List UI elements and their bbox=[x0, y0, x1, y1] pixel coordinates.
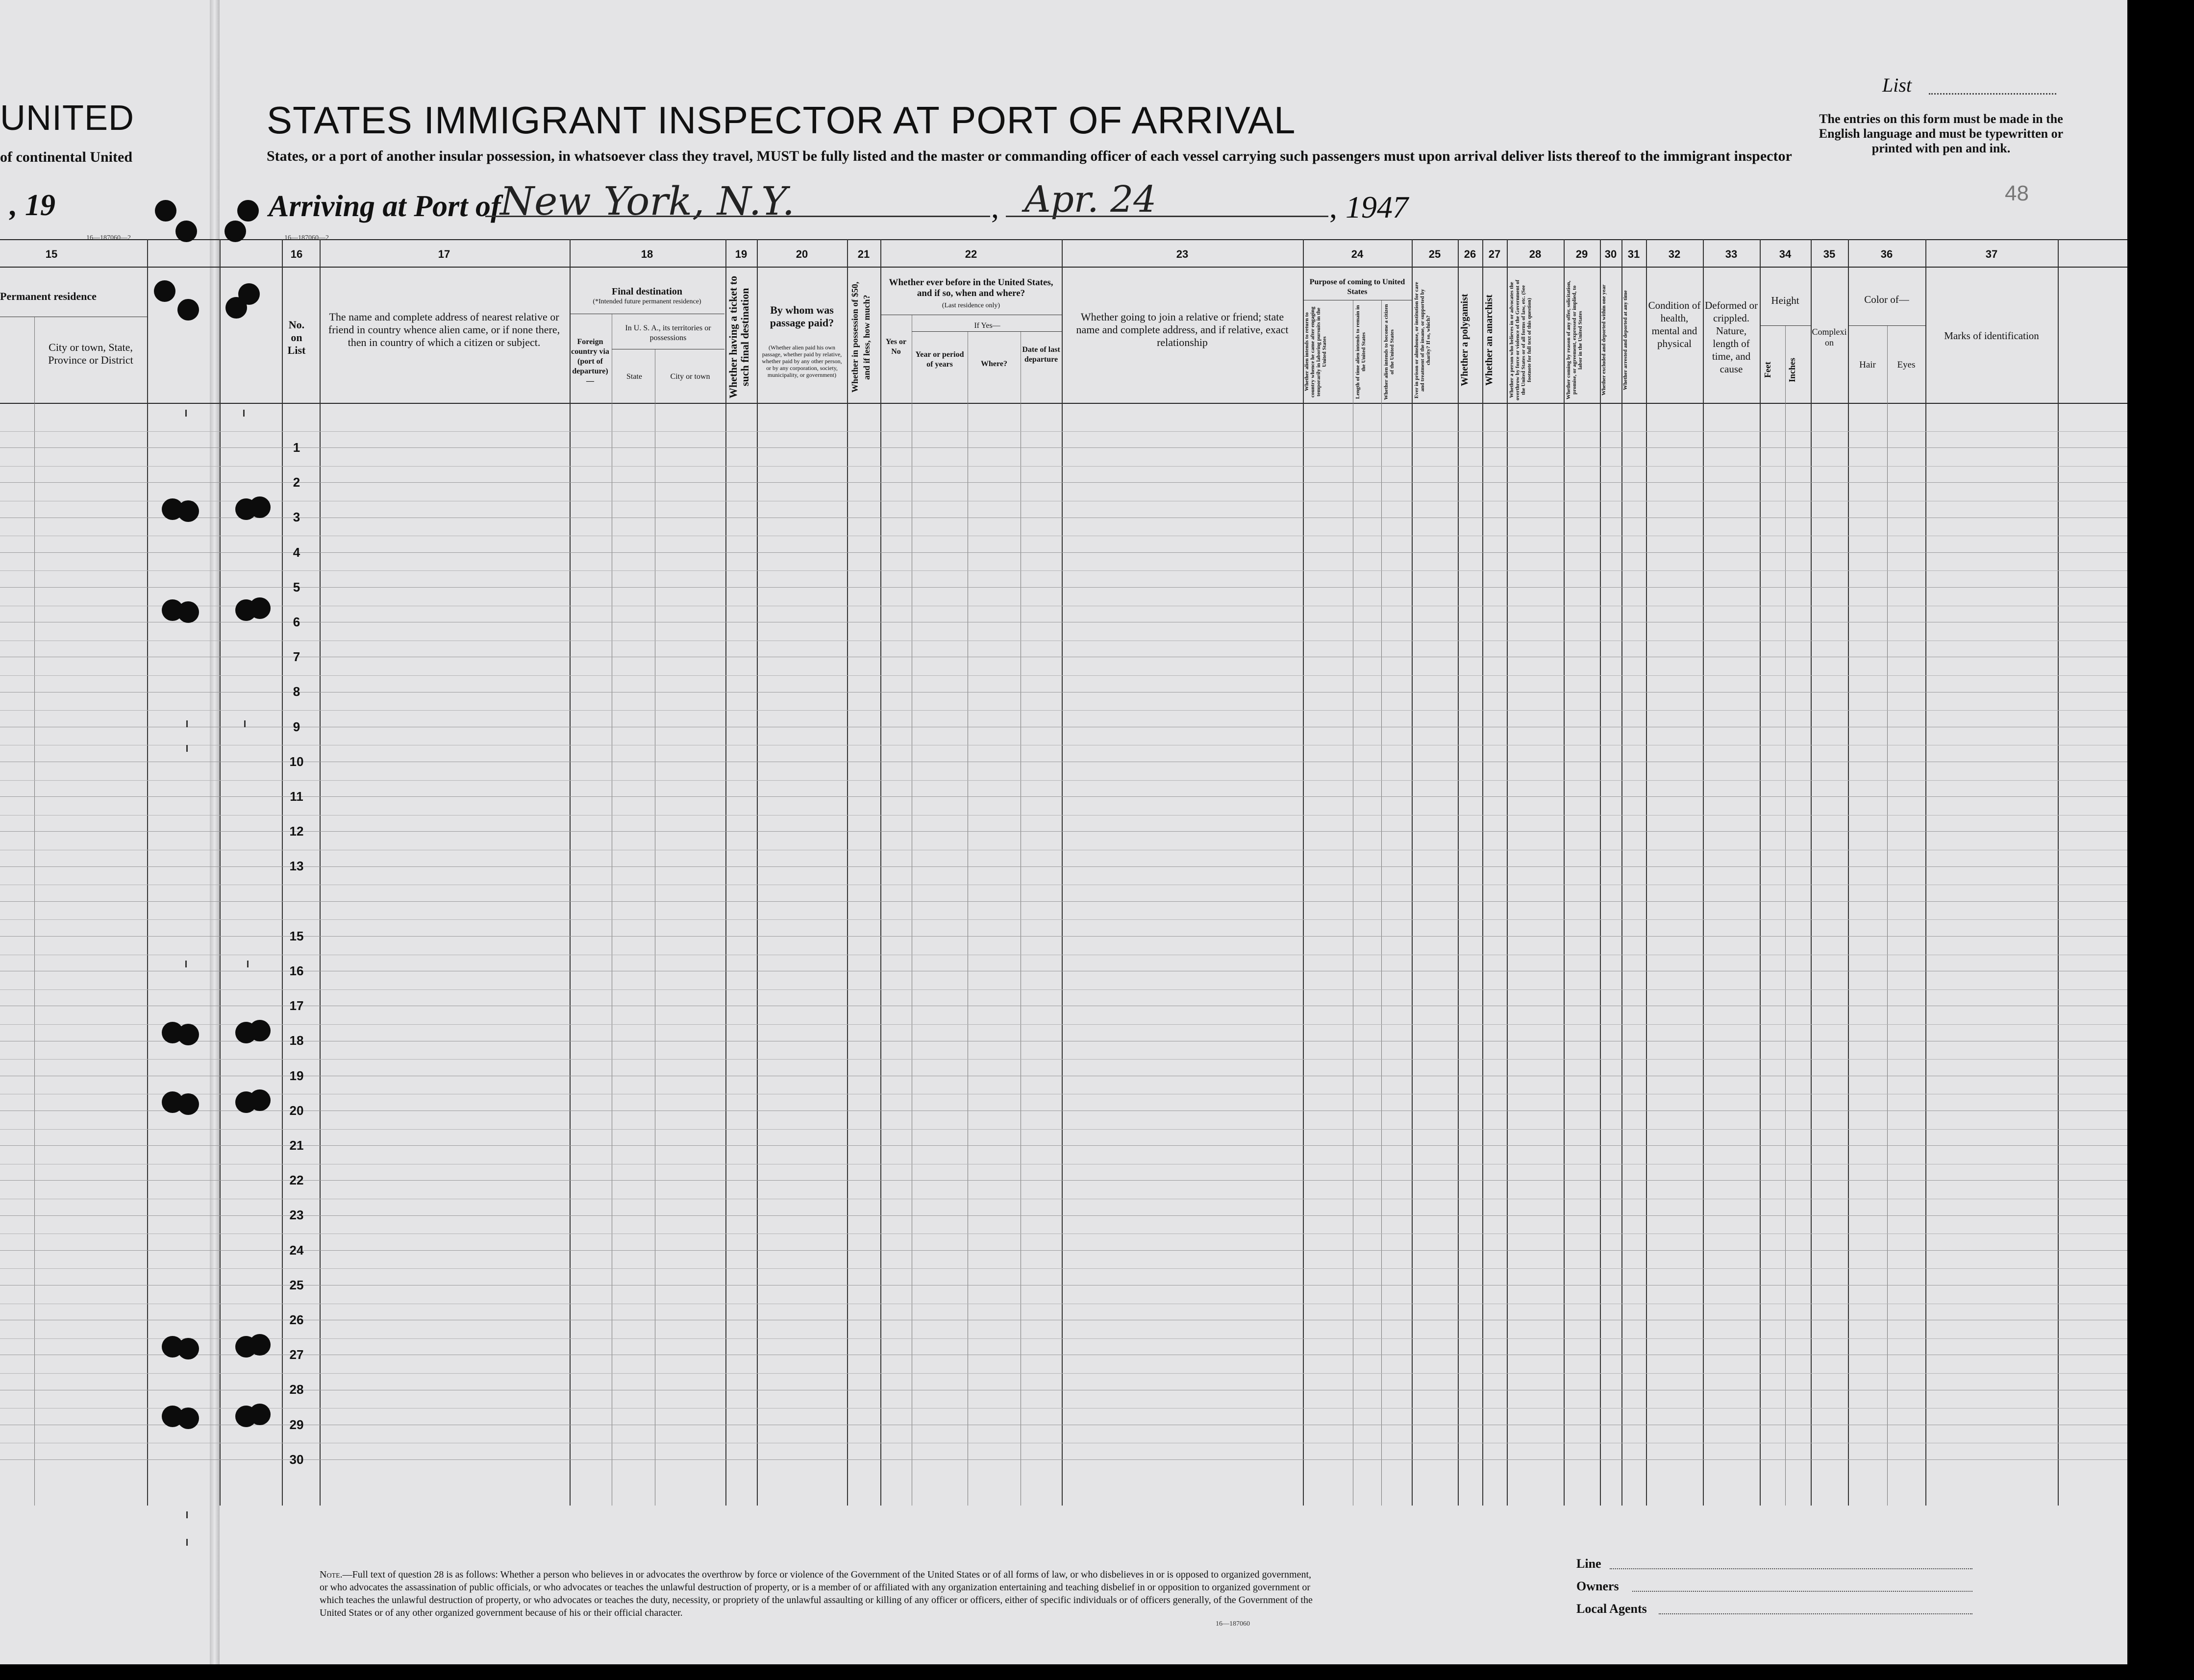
row-number: 9 bbox=[293, 719, 300, 734]
table-row bbox=[0, 447, 2127, 448]
row-number: 7 bbox=[293, 649, 300, 665]
hdr-prison: Ever in prison or almshouse, or institution for care and treatment of the insane, or supported by charity? If so, which? bbox=[1414, 282, 1431, 398]
hdr-relative-address: The name and complete address of nearest relative or friend in country whence alien came, or if none there, then in country of which a citizen or subject. bbox=[328, 311, 560, 348]
colnum-35: 35 bbox=[1823, 248, 1836, 260]
table-subrow bbox=[0, 466, 2127, 467]
hdr-purpose: Purpose of coming to United States bbox=[1309, 278, 1405, 296]
column-line bbox=[847, 239, 848, 1506]
colnum-16: 16 bbox=[290, 248, 303, 260]
hdr-city-or-town: City or town bbox=[670, 372, 710, 381]
table-subrow bbox=[0, 710, 2127, 711]
table-subrow bbox=[0, 780, 2127, 781]
owners-label: Owners bbox=[1576, 1579, 1619, 1593]
entries-note: The entries on this form must be made in the English language and must be typewritten or printed with pen and ink. bbox=[1819, 112, 2064, 155]
year-handwritten: 1947 bbox=[1346, 190, 1408, 224]
hdr-if-yes: If Yes— bbox=[974, 321, 1000, 330]
hdr-feet: Feet bbox=[1763, 362, 1772, 378]
row-number: 28 bbox=[289, 1382, 304, 1397]
colnum-33: 33 bbox=[1725, 248, 1738, 260]
colnum-27: 27 bbox=[1488, 248, 1501, 260]
row-number: 22 bbox=[289, 1173, 304, 1188]
table-row bbox=[0, 866, 2127, 867]
scan-border-bottom bbox=[0, 1664, 2194, 1680]
hdr-foreign-country: Foreign country via (port of departure)— bbox=[571, 338, 609, 385]
table-subrow bbox=[0, 1373, 2127, 1374]
hdr-citizen-intent: Whether alien intends to become a citizen of the United States bbox=[1383, 304, 1395, 400]
punch-hole bbox=[249, 1334, 271, 1356]
hdr-year-period: Year or period of years bbox=[915, 350, 964, 369]
date-handwritten: Apr. 24 bbox=[1024, 178, 1157, 221]
comma-1: , bbox=[991, 190, 999, 224]
row-number: 19 bbox=[289, 1068, 304, 1083]
colnum-20: 20 bbox=[796, 248, 808, 260]
hdr-complexion: Complexion bbox=[1812, 327, 1847, 347]
hdr-22b-divider bbox=[912, 331, 1062, 332]
hdr-eyes: Eyes bbox=[1897, 360, 1916, 370]
hdr-inches: Inches bbox=[1787, 358, 1797, 383]
colnum-22: 22 bbox=[965, 248, 977, 260]
column-line bbox=[1925, 239, 1926, 1506]
hdr-permanent-residence: Permanent residence bbox=[0, 290, 97, 302]
row-number: 11 bbox=[290, 789, 303, 804]
hdr-in-usa: In U. S. A., its territories or possessions bbox=[625, 324, 711, 342]
punch-hole bbox=[177, 1338, 199, 1359]
speck bbox=[243, 410, 245, 417]
punch-hole bbox=[249, 1020, 271, 1041]
row-number: 20 bbox=[289, 1103, 304, 1118]
left-year-prefix: , 19 bbox=[10, 189, 55, 222]
column-line bbox=[570, 239, 571, 1506]
speck bbox=[185, 410, 187, 417]
row-number: 1 bbox=[293, 440, 300, 455]
hdr-polygamist: Whether a polygamist bbox=[1459, 294, 1470, 387]
row-number: 2 bbox=[293, 475, 300, 490]
hdr-last-departure: Date of last departure bbox=[1022, 346, 1060, 364]
subtitle-main: States, or a port of another insular possession, in whatsoever class they travel, MUST be fully listed and the master or commanding officer of each vessel carrying such passengers must upon arrival deliver lists thereof to the immigrant inspector bbox=[267, 148, 1792, 164]
colnum-19: 19 bbox=[735, 248, 748, 260]
table-row bbox=[0, 552, 2127, 553]
column-line bbox=[147, 239, 148, 1506]
column-line bbox=[1600, 239, 1601, 1506]
punch-hole bbox=[177, 500, 199, 522]
row-number: 8 bbox=[293, 684, 300, 699]
table-subrow bbox=[0, 1024, 2127, 1025]
table-subrow bbox=[0, 919, 2127, 920]
colnum-24: 24 bbox=[1351, 248, 1364, 260]
hdr-state: State bbox=[626, 372, 642, 381]
footnote-q28 bbox=[320, 1568, 1320, 1619]
column-line bbox=[1458, 239, 1459, 1506]
row-number: 3 bbox=[293, 510, 300, 525]
row-number: 15 bbox=[289, 928, 304, 943]
row-number: 5 bbox=[293, 579, 300, 594]
column-line bbox=[880, 239, 881, 1506]
punch-hole bbox=[155, 200, 176, 222]
hdr-deformed: Deformed or crippled. Nature, length of time, and cause bbox=[1705, 299, 1758, 375]
hdr-color-of: Color of— bbox=[1864, 294, 1909, 305]
row-number: 25 bbox=[289, 1277, 304, 1292]
hdr-final-destination-note: (*Intended future permanent residence) bbox=[593, 298, 701, 305]
list-number-field[interactable] bbox=[1929, 93, 2056, 95]
column-line bbox=[1703, 239, 1704, 1506]
row-number: 23 bbox=[289, 1208, 304, 1223]
column-line bbox=[320, 239, 321, 1506]
punch-hole bbox=[237, 200, 259, 222]
column-line bbox=[1062, 239, 1063, 1506]
hdr-deported: Whether arrested and deported at any time bbox=[1622, 290, 1628, 390]
punch-hole bbox=[154, 280, 175, 302]
table-subrow bbox=[0, 1268, 2127, 1269]
hdr-final-destination: Final destination bbox=[612, 286, 682, 297]
subcolumn-line bbox=[1887, 325, 1888, 1506]
table-row bbox=[0, 831, 2127, 832]
subtitle-left: of continental United bbox=[0, 149, 132, 165]
arriving-label: Arriving at Port of bbox=[269, 190, 501, 223]
hdr-city-town: City or town, State, Province or District bbox=[48, 341, 133, 366]
colnum-26: 26 bbox=[1464, 248, 1476, 260]
table-row bbox=[0, 796, 2127, 797]
table-subrow bbox=[0, 1338, 2127, 1339]
punch-hole bbox=[224, 221, 246, 242]
subcolumn-line bbox=[1785, 325, 1786, 1506]
row-number: 21 bbox=[289, 1138, 304, 1153]
hdr-money: Whether in possession of $50, and if less, how much? bbox=[850, 281, 872, 393]
punch-hole bbox=[177, 601, 199, 623]
punch-hole bbox=[177, 1024, 199, 1045]
table-top-border bbox=[0, 239, 2127, 240]
date-underline bbox=[1006, 216, 1328, 217]
row-number: 18 bbox=[289, 1033, 304, 1048]
colnum-21: 21 bbox=[857, 248, 870, 260]
hdr-ever-before-note: (Last residence only) bbox=[942, 302, 1000, 309]
speck bbox=[185, 961, 187, 967]
table-subrow bbox=[0, 431, 2127, 432]
punch-hole bbox=[175, 221, 197, 242]
hdr-anarchist: Whether an anarchist bbox=[1484, 295, 1495, 386]
speck bbox=[186, 745, 188, 752]
column-line bbox=[1412, 239, 1413, 1506]
hdr-join-relative: Whether going to join a relative or friend; state name and complete address, and if relative, exact relationship bbox=[1076, 311, 1289, 348]
hdr-labor-offer: Whether coming by reason of any offer, solicitation, promise, or agreement, expressed or implied, to labor in the United States bbox=[1566, 280, 1583, 400]
hdr-passage-paid: By whom was passage paid? bbox=[770, 304, 834, 329]
punch-hole bbox=[249, 1404, 271, 1425]
hdr-36-divider bbox=[1848, 325, 1925, 326]
subcolumn-line bbox=[34, 317, 35, 1506]
row-number: 16 bbox=[289, 964, 304, 978]
hdr-height: Height bbox=[1771, 295, 1799, 306]
column-line bbox=[1646, 239, 1647, 1506]
hdr-health: Condition of health, mental and physical bbox=[1648, 299, 1701, 349]
hdr-ticket: Whether having a ticket to such final destination bbox=[727, 275, 751, 399]
punch-hole bbox=[225, 297, 247, 319]
column-line bbox=[1303, 239, 1304, 1506]
colnum-bottom-border bbox=[0, 267, 2127, 268]
colnum-37: 37 bbox=[1985, 248, 1998, 260]
row-number: 29 bbox=[289, 1417, 304, 1432]
speck bbox=[247, 961, 249, 967]
column-line bbox=[1760, 239, 1761, 1506]
row-number: 10 bbox=[289, 754, 304, 769]
footnote-lead: Note. bbox=[320, 1569, 343, 1580]
colnum-15: 15 bbox=[45, 248, 58, 260]
hdr-no-on-list: No. on List bbox=[287, 319, 306, 356]
column-line bbox=[757, 239, 758, 1506]
punch-hole bbox=[249, 496, 271, 518]
column-line bbox=[1621, 239, 1622, 1506]
corner-number: 48 bbox=[2005, 181, 2029, 205]
line-field[interactable] bbox=[1610, 1568, 1972, 1569]
speck bbox=[186, 720, 188, 727]
page-fold bbox=[210, 0, 220, 1680]
row-number: 24 bbox=[289, 1242, 304, 1258]
form-code-main: 16—187060—2 bbox=[284, 234, 329, 242]
colnum-31: 31 bbox=[1627, 248, 1640, 260]
colnum-28: 28 bbox=[1529, 248, 1542, 260]
column-line bbox=[1811, 239, 1812, 1506]
column-line bbox=[220, 239, 221, 1506]
page-title: STATES IMMIGRANT INSPECTOR AT PORT OF ARRIVAL bbox=[267, 99, 1296, 142]
owners-field[interactable] bbox=[1632, 1591, 1972, 1592]
table-subrow bbox=[0, 675, 2127, 676]
colnum-34: 34 bbox=[1779, 248, 1792, 260]
scan-border-right bbox=[2127, 0, 2194, 1680]
title-left: UNITED bbox=[0, 99, 134, 138]
table-row bbox=[0, 936, 2127, 937]
column-line bbox=[725, 239, 726, 1506]
punch-hole bbox=[177, 1093, 199, 1115]
punch-hole bbox=[177, 299, 199, 321]
header-bottom-border bbox=[0, 403, 2127, 404]
column-line bbox=[1848, 239, 1849, 1506]
punch-hole bbox=[177, 1408, 199, 1429]
colnum-29: 29 bbox=[1575, 248, 1588, 260]
hdr-excluded: Whether excluded and deported within one year bbox=[1601, 284, 1607, 396]
row-number: 26 bbox=[289, 1312, 304, 1327]
list-label: List bbox=[1882, 74, 1912, 96]
punch-hole bbox=[249, 1089, 271, 1111]
row-number: 27 bbox=[289, 1347, 304, 1362]
line-label: Line bbox=[1576, 1556, 1601, 1571]
footnote-code: 16—187060 bbox=[1216, 1620, 1250, 1628]
colnum-36: 36 bbox=[1880, 248, 1893, 260]
colnum-18: 18 bbox=[641, 248, 653, 260]
row-number: 6 bbox=[293, 615, 300, 629]
colnum-25: 25 bbox=[1428, 248, 1441, 260]
table-subrow bbox=[0, 1129, 2127, 1130]
speck bbox=[186, 1511, 188, 1518]
row-number: 13 bbox=[289, 859, 304, 874]
column-line bbox=[1507, 239, 1508, 1506]
speck bbox=[186, 1539, 188, 1546]
hdr-return-intent: Whether alien intends to return to country whence he came after engaging temporarily in laboring pursuits in the United States bbox=[1304, 306, 1327, 397]
hdr-yes-no: Yes or No bbox=[885, 338, 907, 356]
column-line bbox=[1564, 239, 1565, 1506]
table-row bbox=[0, 1180, 2127, 1181]
local-agents-label: Local Agents bbox=[1576, 1602, 1647, 1616]
row-number: 4 bbox=[293, 544, 300, 560]
table-row bbox=[0, 1250, 2127, 1251]
comma-2: , bbox=[1329, 190, 1337, 224]
hdr-passage-note: (Whether alien paid his own passage, whether paid by relative, whether paid by any other person, or by any corporation, society, municipality, or government) bbox=[762, 344, 842, 378]
table-row bbox=[0, 1459, 2127, 1460]
port-underline bbox=[485, 216, 990, 217]
hdr-34-divider bbox=[1760, 325, 1811, 326]
table-subrow bbox=[0, 1059, 2127, 1060]
row-number: 12 bbox=[289, 824, 304, 839]
table-row bbox=[0, 1145, 2127, 1146]
table-row bbox=[0, 587, 2127, 588]
table-row bbox=[0, 901, 2127, 902]
colnum-23: 23 bbox=[1176, 248, 1189, 260]
hdr-where: Where? bbox=[981, 360, 1007, 368]
column-line bbox=[1482, 239, 1483, 1506]
speck bbox=[244, 720, 246, 727]
colnum-32: 32 bbox=[1668, 248, 1681, 260]
column-line bbox=[2058, 239, 2059, 1506]
colnum-30: 30 bbox=[1604, 248, 1617, 260]
row-number: 17 bbox=[289, 998, 304, 1013]
local-agents-field[interactable] bbox=[1659, 1613, 1972, 1614]
hdr-overthrow: Whether a person who believes in or advocates the overthrow by force or violence of the Government of the United States or of all forms of law, etc. (See footnote for full text of this question) bbox=[1509, 279, 1532, 401]
hdr-length-stay: Length of time alien intends to remain in the United States bbox=[1355, 305, 1367, 399]
hdr-marks: Marks of identification bbox=[1944, 330, 2039, 342]
table-subrow bbox=[0, 570, 2127, 571]
row-number: 30 bbox=[289, 1452, 304, 1467]
table-subrow bbox=[0, 989, 2127, 990]
table-row bbox=[0, 1215, 2127, 1216]
subcolumn-line bbox=[1381, 300, 1382, 1506]
table-row bbox=[0, 482, 2127, 483]
form-code-left: 16—187060—2 bbox=[86, 234, 131, 242]
punch-hole bbox=[249, 597, 271, 619]
colnum-17: 17 bbox=[438, 248, 450, 260]
footnote-text: —Full text of question 28 is as follows: Whether a person who believes in or advocates the overthrow by force or violence of the Government of the United States or of all forms of law, or who disbelieves in or is opposed to organized government, or who advocates the assassination of public officials, or who advocates or teaches the unlawful destruction of property, or is a member of or affiliated with any organization entertaining and teaching disbelief in or opposition to organized government or which teaches the unlawful destruction of property, or who advocates or teaches the duty, necessity, or propriety of the unlawful assaulting or killing of any officer or officers, either of specific individuals or of officers generally, of the Government of the United States or of any other organized government because of his or their official character. bbox=[320, 1569, 1313, 1618]
hdr-ever-before: Whether ever before in the United States, and if so, when and where? bbox=[889, 277, 1053, 298]
port-handwritten: New York, N.Y. bbox=[500, 178, 795, 224]
hdr-hair: Hair bbox=[1859, 360, 1876, 370]
